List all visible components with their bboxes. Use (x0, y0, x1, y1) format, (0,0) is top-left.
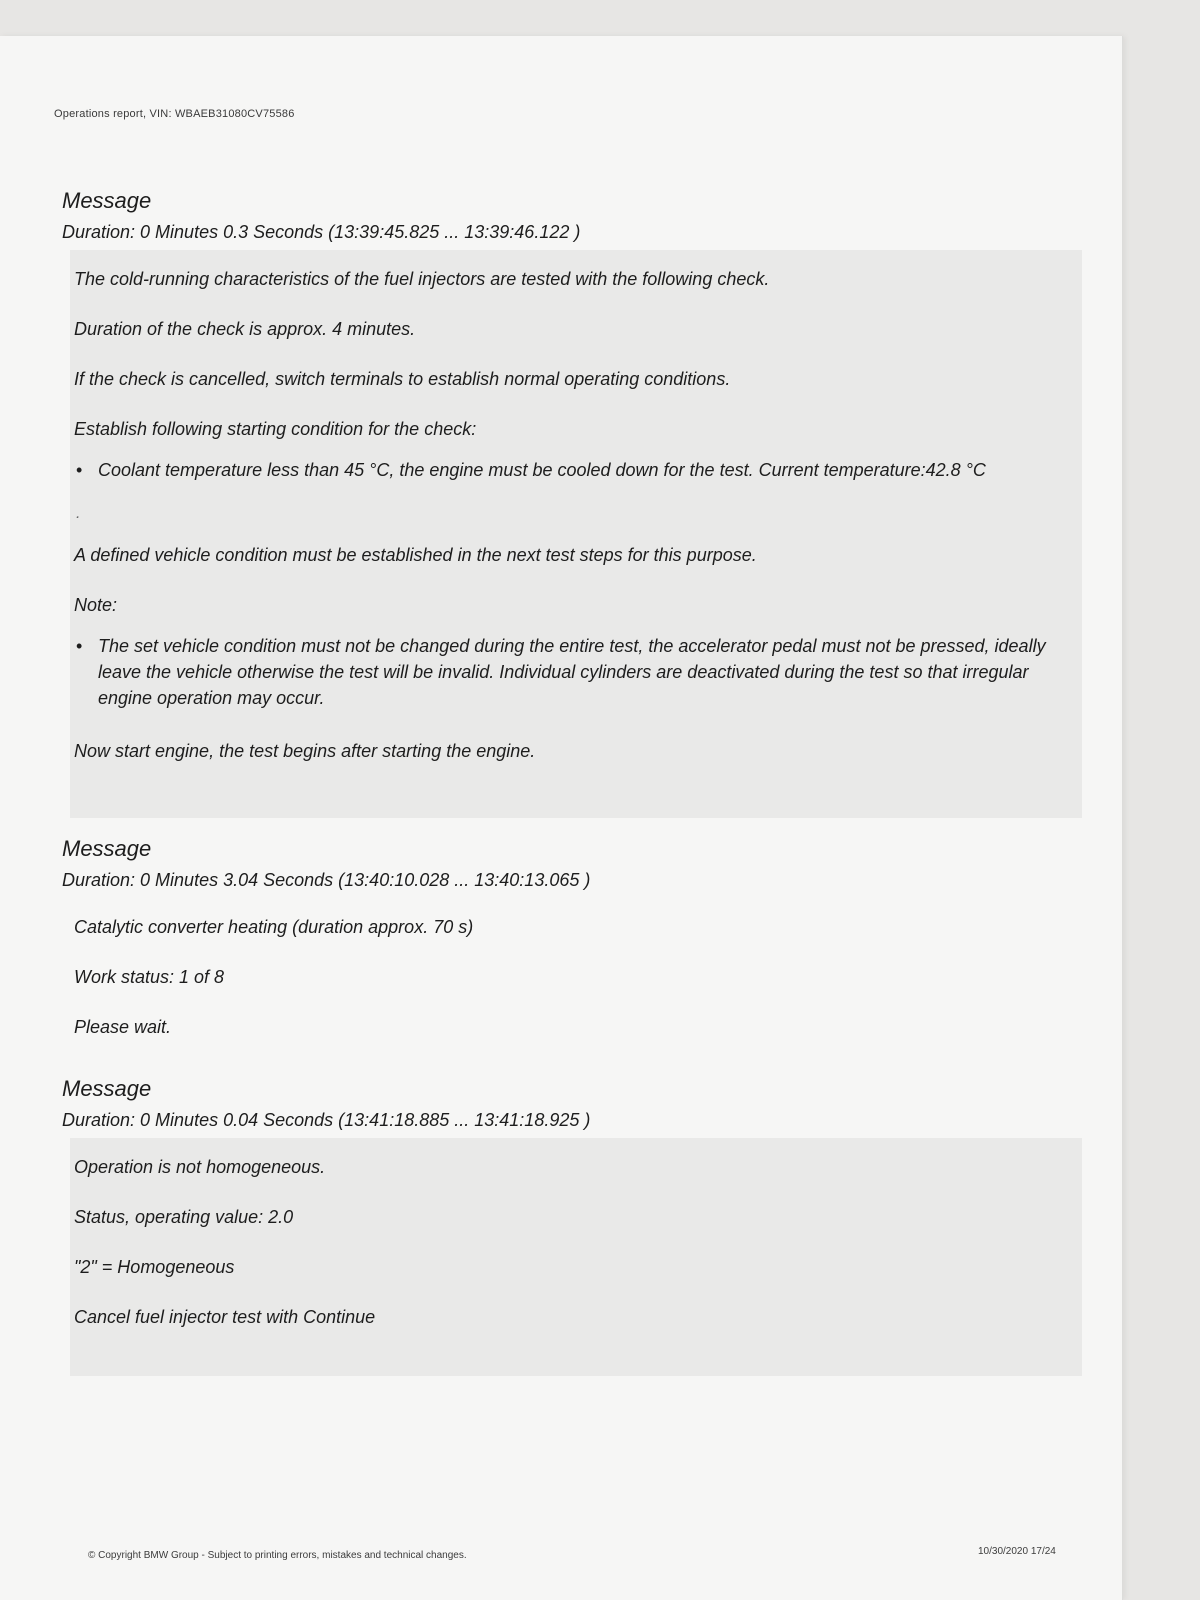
message-line: Establish following starting condition for the check: (74, 419, 477, 439)
message-line: Please wait. (74, 1017, 172, 1037)
message-line: Cancel fuel injector test with Continue (74, 1307, 376, 1327)
bullet-item: • Coolant temperature less than 45 °C, the engine must be cooled down for the test. Current temperature:42.8 °C (98, 457, 1082, 483)
message-line: "2" = Homogeneous (74, 1257, 235, 1277)
copyright-footer: © Copyright BMW Group - Subject to printing errors, mistakes and technical changes. (88, 1550, 467, 1561)
message-title: Message (62, 1076, 152, 1101)
date-page-footer: 10/30/2020 17/24 (978, 1546, 1056, 1557)
message-title: Message (62, 188, 152, 213)
report-page (0, 36, 1123, 1600)
message-block (62, 836, 1082, 1046)
message-block (62, 1076, 1082, 1376)
note-label: Note: (74, 595, 118, 615)
message-block (62, 188, 1082, 818)
message-title: Message (62, 836, 152, 861)
message-line: Status, operating value: 2.0 (74, 1207, 294, 1227)
bullet-item: • The set vehicle condition must not be changed during the entire test, the accelerator pedal must not be pressed, ideally leave the vehicle otherwise the test will be invalid. Individual cylinders are deactivated during the test so that irregular engine operation may occur. (98, 633, 1082, 711)
message-line: A defined vehicle condition must be established in the next test steps for this purpose. (74, 545, 757, 565)
message-line: Now start engine, the test begins after starting the engine. (74, 741, 536, 761)
message-line: Catalytic converter heating (duration approx. 70 s) (74, 917, 474, 937)
message-line: Work status: 1 of 8 (74, 967, 225, 987)
message-duration: Duration: 0 Minutes 3.04 Seconds (13:40:10.028 ... 13:40:13.065 ) (62, 870, 591, 890)
message-duration: Duration: 0 Minutes 0.3 Seconds (13:39:45.825 ... 13:39:46.122 ) (62, 222, 581, 242)
message-duration: Duration: 0 Minutes 0.04 Seconds (13:41:18.885 ... 13:41:18.925 ) (62, 1110, 591, 1130)
message-line: If the check is cancelled, switch terminals to establish normal operating conditions. (74, 369, 731, 389)
report-header: Operations report, VIN: WBAEB31080CV75586 (54, 108, 295, 120)
message-line: Operation is not homogeneous. (74, 1157, 326, 1177)
dot-mark: . (76, 505, 81, 522)
message-line: The cold-running characteristics of the fuel injectors are tested with the following check. (74, 269, 770, 289)
message-line: Duration of the check is approx. 4 minutes. (74, 319, 416, 339)
